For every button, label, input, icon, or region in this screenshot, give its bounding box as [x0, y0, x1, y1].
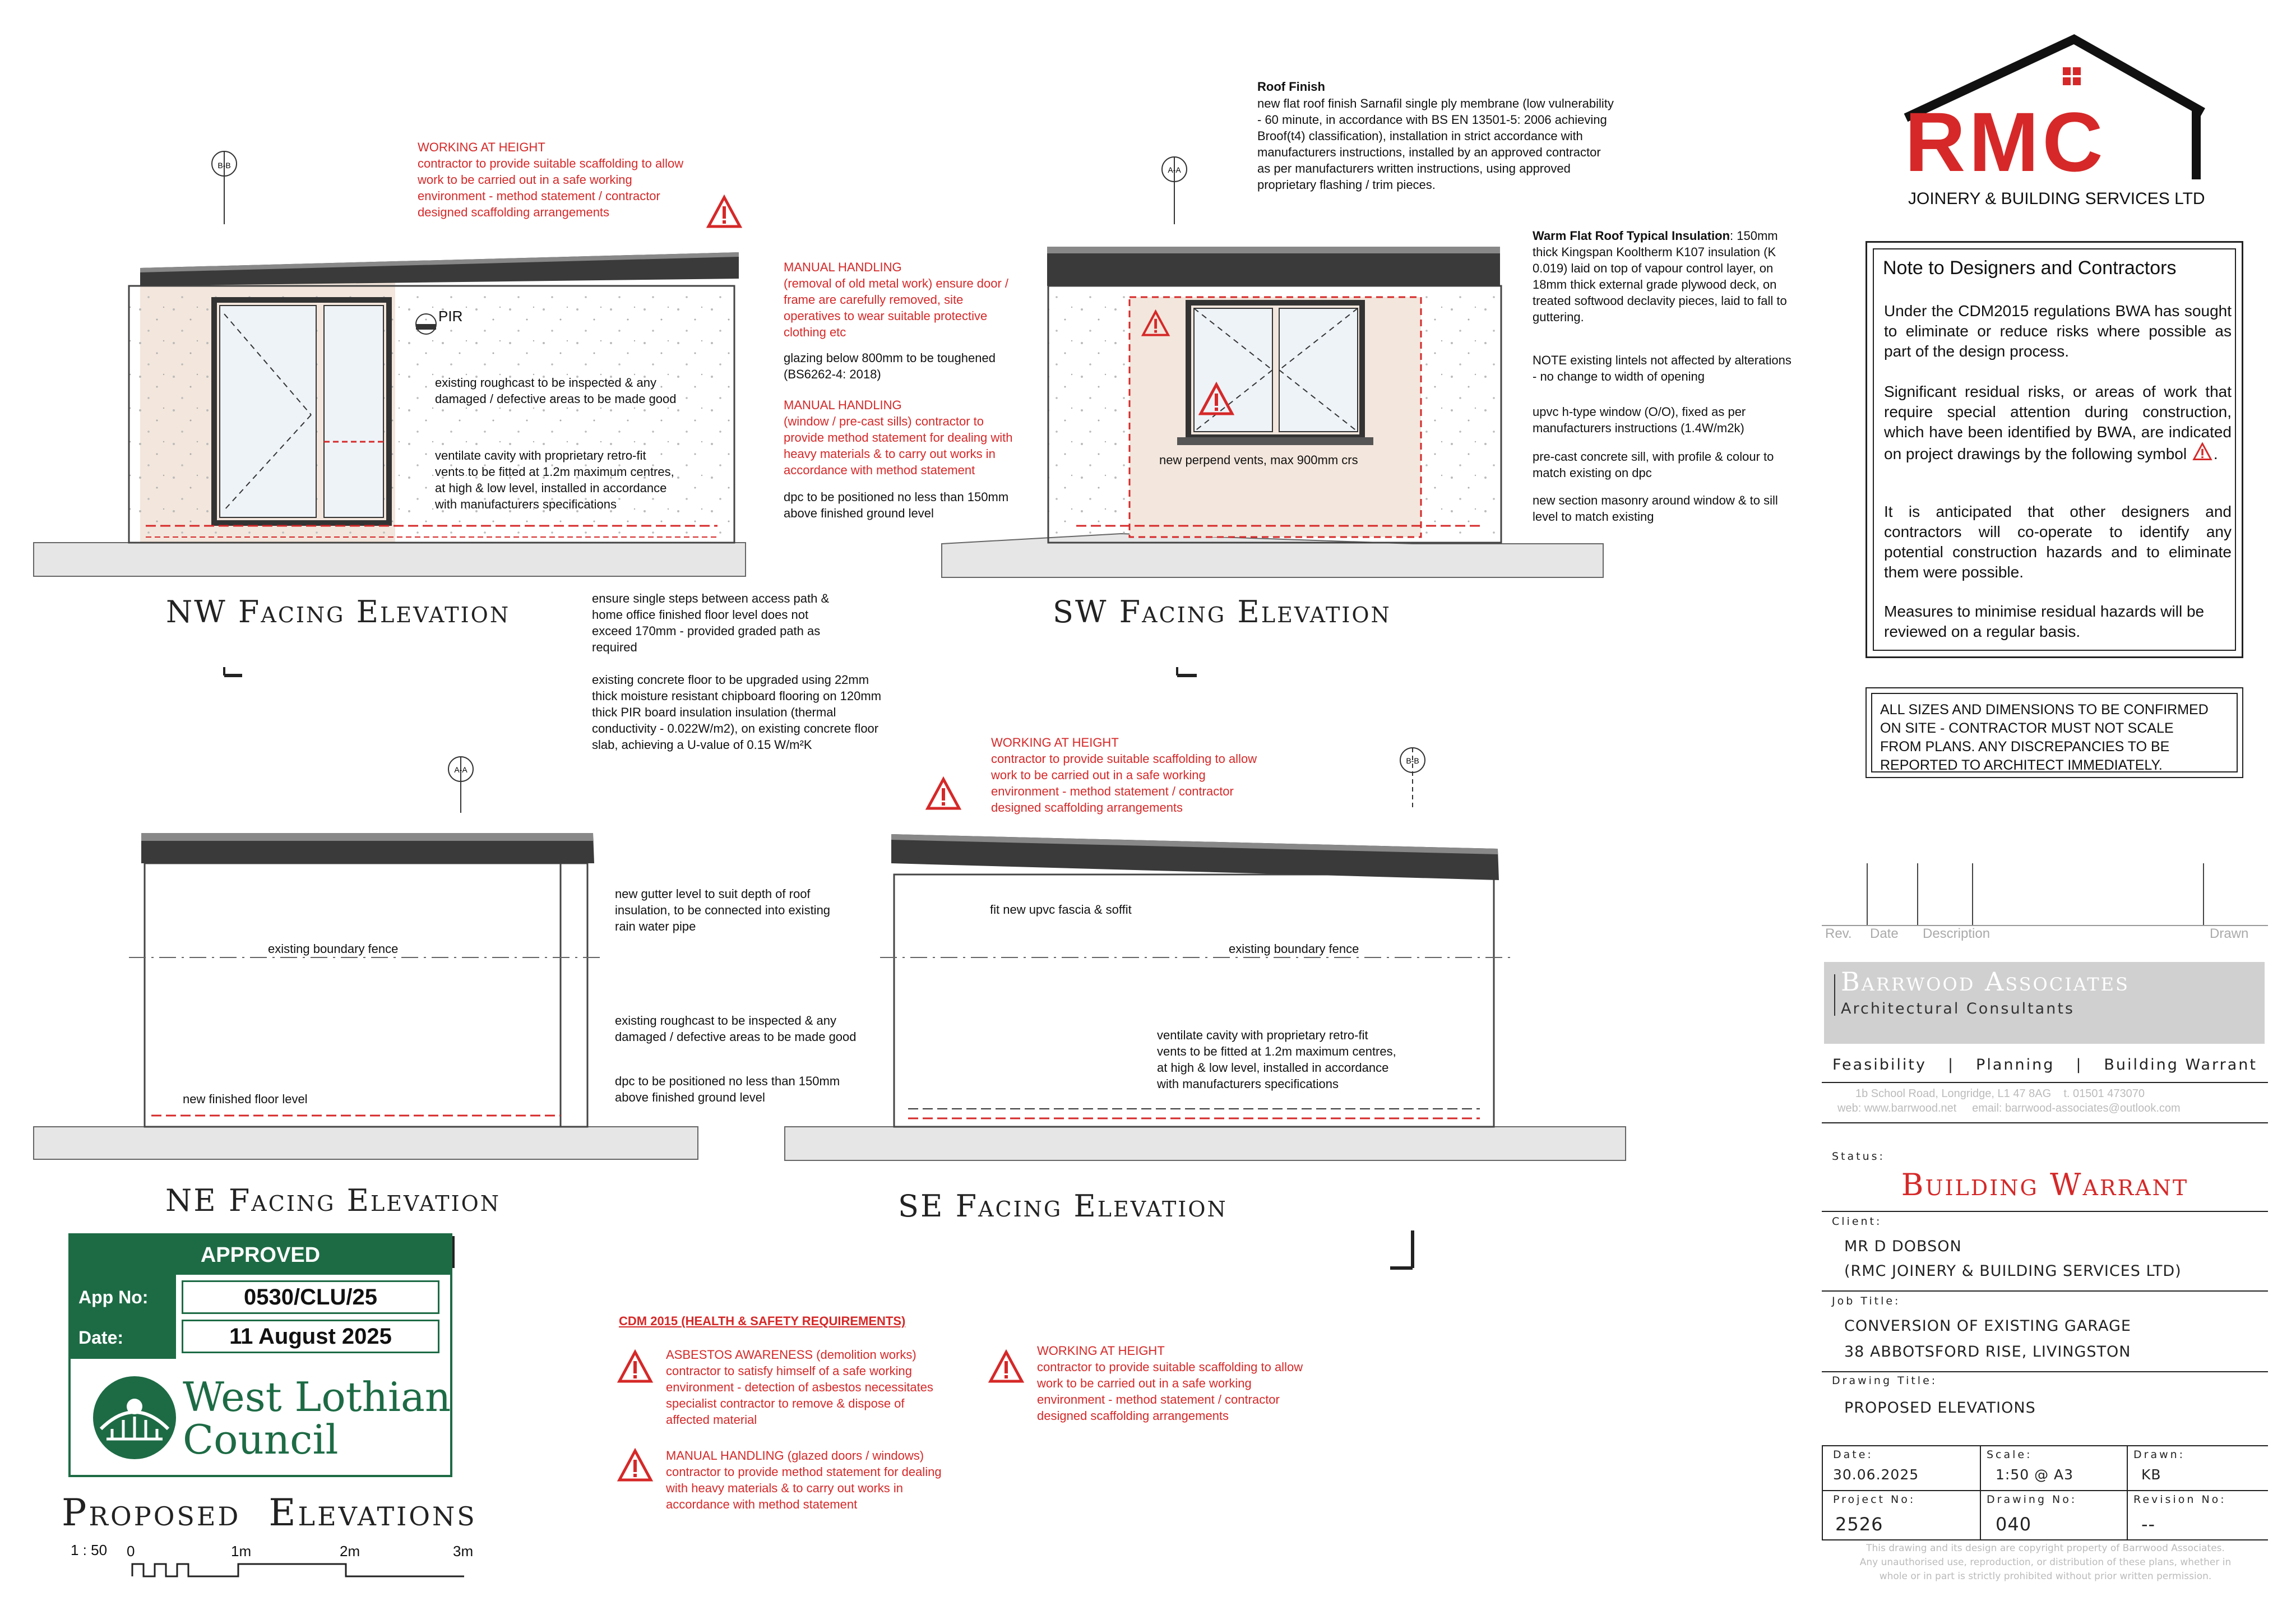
- sill-note: pre-cast concrete sill, with profile & colour to match existing on dpc: [1533, 450, 1774, 480]
- drawing-title-value: PROPOSED ELEVATIONS: [1844, 1399, 2036, 1417]
- firm-web: web: www.barrwood.net email: barrwood-associates@outlook.com: [1837, 1102, 2181, 1114]
- service-planning: Planning: [1976, 1056, 2055, 1074]
- rev-header-description: Description: [1923, 926, 1991, 941]
- scale-tick-1m: 1m: [231, 1543, 252, 1560]
- sizes-note-box: [1866, 687, 2243, 778]
- scale-field-value: 1:50 @ A3: [1996, 1466, 2074, 1483]
- nw-wah-heading: WORKING AT HEIGHT: [418, 140, 545, 154]
- drawn-field-value: KB: [2141, 1466, 2161, 1483]
- gutter-note: new gutter level to suit depth of roof insulation, to be connected into existing rain water pipe: [615, 887, 831, 933]
- mh1-heading: MANUAL HANDLING: [784, 260, 902, 274]
- scale-ratio: 1 : 50: [71, 1542, 108, 1558]
- revision-no-value: --: [2141, 1514, 2156, 1535]
- floor-note: existing concrete floor to be upgraded using 22mm thick moisture resistant chipboard flooring on 120mm thick PIR board insulation insulation (thermal conductivity - 0.022W/m2), on existing concrete floor slab, achieving a U-value of 0.15 W/m²K: [592, 673, 882, 752]
- roof-finish-text: new flat roof finish Sarnafil single ply membrane (low vulnerability - 60 minute, in accordance with BS EN 13501-5: 2006 achieving Broof(t4) classification), installation in strict accordance with manufacturers instructions, installed by an approved contractor as per manufacturers written instructions, using approved proprietary flashing / trim pieces.: [1257, 96, 1614, 192]
- drawing-no-value: 040: [1996, 1514, 2032, 1535]
- approval-status: APPROVED: [200, 1243, 321, 1267]
- mh1-text: (removal of old metal work) ensure door / frame are carefully removed, site operatives to wear suitable protective clothing etc: [784, 276, 1009, 339]
- scale-field-label: Scale:: [1987, 1449, 2033, 1461]
- svg-text:A-A: A-A: [454, 765, 467, 774]
- mh2-heading: MANUAL HANDLING: [784, 398, 902, 412]
- app-no-label: App No:: [78, 1287, 149, 1307]
- date-field-value: 30.06.2025: [1833, 1466, 1919, 1483]
- mid-dpc-note: dpc to be positioned no less than 150mm above finished ground level: [784, 490, 1009, 520]
- cdm-note-p3: It is anticipated that other designers and contractors will co-operate to identify any potential construction hazards and to eliminate them were possible.: [1884, 503, 2232, 581]
- rev-header-rev: Rev.: [1825, 926, 1852, 941]
- cdm-wah-heading: WORKING AT HEIGHT: [1037, 1344, 1165, 1358]
- glazing-note: glazing below 800mm to be toughened (BS6262-4: 2018): [784, 351, 996, 381]
- cdm-note-p1: Under the CDM2015 regulations BWA has sought to eliminate or reduce risks where possible as part of the design process.: [1884, 302, 2232, 360]
- job-title-line2: 38 ABBOTSFORD RISE, LIVINGSTON: [1844, 1343, 2131, 1361]
- revision-no-label: Revision No:: [2133, 1493, 2226, 1506]
- approval-stamp: [68, 1233, 452, 1477]
- svg-text:B-B: B-B: [1406, 756, 1419, 765]
- cdm-note-p4: Measures to minimise residual hazards will be reviewed on a regular basis.: [1884, 603, 2205, 640]
- logo-letters: RMC: [1905, 95, 2107, 189]
- service-building-warrant: Building Warrant: [2104, 1056, 2257, 1074]
- pir-label: PIR: [438, 308, 463, 325]
- copyright-note: This drawing and its design are copyright property of Barrwood Associates. Any unauthorised use, reproduction, or distribution of these plans, whether in whole or in part is strictly prohibited without prior written permission.: [1859, 1543, 2232, 1582]
- se-ventilate-note: ventilate cavity with proprietary retro-fit vents to be fitted at 1.2m maximum centres, at high & low level, installed in accordance with manufacturers specifications: [1157, 1028, 1396, 1091]
- sizes-note-text: ALL SIZES AND DIMENSIONS TO BE CONFIRMED ON SITE - CONTRACTOR MUST NOT SCALE FROM PLANS. ANY DISCREPANCIES TO BE REPORTED TO ARCHITECT IMMEDIATELY.: [1880, 702, 2209, 773]
- cdm2015-heading: CDM 2015 (HEALTH & SAFETY REQUIREMENTS): [619, 1314, 906, 1328]
- nw-ventilate-note: ventilate cavity with proprietary retro-fit vents to be fitted at 1.2m maximum centres, at high & low level, installed in accordance with manufacturers specifications: [435, 448, 674, 511]
- rev-header-drawn: Drawn: [2210, 926, 2249, 941]
- insulation-note: [1533, 228, 1835, 325]
- title-block: Rev. Date Description Drawn Barrwood Associates Architectural Consultants Feasibility | Planning | Building Warrant 1b School Road, Longridge, L1 47 8AG t. 01501 473070 web: www.barrwood.net email: barrwood-associates@outlook.com Status: Building Warrant Client: MR D DOBSON (RMC JOINERY & BUILDING SERVICES LTD) Job Title: CONVERSION OF EXISTING GARAGE 38 ABBOTSFORD RISE, LIVINGSTON Drawing Title: PROPOSED ELEVATIONS Date: 30.06.2025 Scale: 1:50 @ A3 Drawn: KB Project No: 2526 Drawing No: 040 Revision No: -- This drawing and its design are copyright property of Barrwood Associates. Any unauthorised use, reproduction, or distribution of these plans, whether in whole or in part is strictly prohibited without prior written permission.: [1822, 863, 2268, 1614]
- nw-roughcast-note: existing roughcast to be inspected & any damaged / defective areas to be made good: [435, 376, 677, 406]
- svg-text:A-A: A-A: [1168, 165, 1181, 174]
- window-note: upvc h-type window (O/O), fixed as per manufacturers instructions (1.4W/m2k): [1533, 405, 1746, 435]
- service-feasibility: Feasibility: [1832, 1056, 1927, 1074]
- cdm-note-p2-text: Significant residual risks, or areas of work that require special attention during construction, which have been identified by BWA, are indicated on project drawings by the following symbol: [1884, 383, 2232, 462]
- status-value: Building Warrant: [1901, 1167, 2189, 1202]
- date-field-label: Date:: [1833, 1449, 1873, 1461]
- fascia-note: fit new upvc fascia & soffit: [990, 903, 1132, 917]
- client-line2: (RMC JOINERY & BUILDING SERVICES LTD): [1844, 1262, 2182, 1280]
- status-label: Status:: [1832, 1150, 1885, 1163]
- sw-elevation-title: SW Facing Elevation: [1053, 594, 1391, 630]
- se-wah-heading: WORKING AT HEIGHT: [991, 735, 1119, 749]
- cdm-note-p2: Significant residual risks, or areas of work that require special attention during construction, which have been identified by BWA, are indicated on project drawings by the following symbol .: [1884, 383, 2232, 462]
- cdm-note-title: Note to Designers and Contractors: [1883, 257, 2177, 279]
- client-label: Client:: [1832, 1215, 1882, 1228]
- job-title-line1: CONVERSION OF EXISTING GARAGE: [1844, 1317, 2131, 1335]
- cdm-note-box: [1866, 241, 2243, 658]
- scale-tick-0: 0: [127, 1543, 135, 1560]
- firm-subtitle: Architectural Consultants: [1841, 1000, 2075, 1017]
- drawn-field-label: Drawn:: [2133, 1449, 2186, 1461]
- ne-roughcast-note: existing roughcast to be inspected & any damaged / defective areas to be made good: [615, 1014, 857, 1044]
- steps-note: ensure single steps between access path & home office finished floor level does not exceed 170mm - provided graded path as required: [592, 591, 830, 654]
- logo-subtitle: JOINERY & BUILDING SERVICES LTD: [1908, 189, 2205, 208]
- ne-fence-label: existing boundary fence: [268, 942, 399, 956]
- asbestos-text: contractor to satisfy himself of a safe working environment - detection of asbestos necessitates specialist contractor to remove & dispose of affected material: [666, 1364, 933, 1427]
- svg-text:B-B: B-B: [217, 161, 231, 170]
- nw-elevation-title: NW Facing Elevation: [166, 594, 511, 630]
- cdm-mh-heading: MANUAL HANDLING (glazed doors / windows): [666, 1449, 924, 1463]
- nw-wah-text: contractor to provide suitable scaffolding to allow work to be carried out in a safe working environment - method statement / contractor designed scaffolding arrangements: [418, 156, 684, 219]
- drawing-title-label: Drawing Title:: [1832, 1375, 1938, 1387]
- scale-tick-3m: 3m: [453, 1543, 474, 1560]
- sheet-title: Proposed Elevations: [62, 1491, 477, 1534]
- ne-dpc-note: dpc to be positioned no less than 150mm above finished ground level: [615, 1074, 840, 1104]
- scale-tick-2m: 2m: [340, 1543, 360, 1560]
- se-wah-text: contractor to provide suitable scaffolding to allow work to be carried out in a safe working environment - method statement / contractor designed scaffolding arrangements: [991, 752, 1257, 815]
- firm-name: Barrwood Associates: [1841, 966, 2130, 997]
- perpend-note: new perpend vents, max 900mm crs: [1159, 453, 1358, 467]
- scale-bar: [132, 1564, 464, 1576]
- project-no-label: Project No:: [1833, 1493, 1916, 1506]
- asbestos-heading: ASBESTOS AWARENESS (demolition works): [666, 1348, 916, 1362]
- council-name-line1: West Lothian: [183, 1373, 451, 1421]
- ne-elevation-title: NE Facing Elevation: [165, 1183, 501, 1218]
- masonry-note: new section masonry around window & to sill level to match existing: [1533, 493, 1778, 524]
- cdm-wah-text: contractor to provide suitable scaffolding to allow work to be carried out in a safe working environment - method statement / contractor designed scaffolding arrangements: [1037, 1360, 1303, 1423]
- lintels-note: NOTE existing lintels not affected by alterations - no change to width of opening: [1533, 353, 1792, 383]
- se-fence-label: existing boundary fence: [1229, 942, 1359, 956]
- insulation-heading: Warm Flat Roof Typical Insulation: [1533, 229, 1730, 243]
- rmc-logo: [1900, 34, 2214, 219]
- rev-header-date: Date: [1870, 926, 1899, 941]
- se-elevation-title: SE Facing Elevation: [898, 1188, 1228, 1224]
- date-value: 11 August 2025: [229, 1324, 392, 1349]
- council-name-line2: Council: [183, 1416, 339, 1463]
- drawing-no-label: Drawing No:: [1987, 1493, 2077, 1506]
- project-no-value: 2526: [1835, 1514, 1883, 1535]
- council-crest-icon: [90, 1373, 179, 1463]
- cdm-mh-text: contractor to provide method statement for dealing with heavy materials & to carry out works in accordance with method statement: [666, 1465, 942, 1511]
- roof-finish-heading: Roof Finish: [1257, 80, 1325, 94]
- app-no-value: 0530/CLU/25: [244, 1285, 377, 1310]
- date-label: Date:: [78, 1327, 124, 1348]
- mh2-text: (window / pre-cast sills) contractor to provide method statement for dealing with heavy materials & to carry out works in accordance with method statement: [784, 414, 1013, 477]
- ne-floor-level-label: new finished floor level: [183, 1092, 308, 1106]
- insulation-text: : 150mm thick Kingspan Kooltherm K107 insulation (K 0.019) laid on top of vapour control layer, on 18mm thick external grade plywood deck, on treated softwood declavity pieces, laid to fall to guttering.: [1533, 229, 1787, 324]
- client-line1: MR D DOBSON: [1844, 1238, 1962, 1255]
- warning-icon: [2191, 442, 2214, 461]
- firm-address: 1b School Road, Longridge, L1 47 8AG t. 01501 473070: [1855, 1088, 2145, 1100]
- job-title-label: Job Title:: [1832, 1295, 1901, 1307]
